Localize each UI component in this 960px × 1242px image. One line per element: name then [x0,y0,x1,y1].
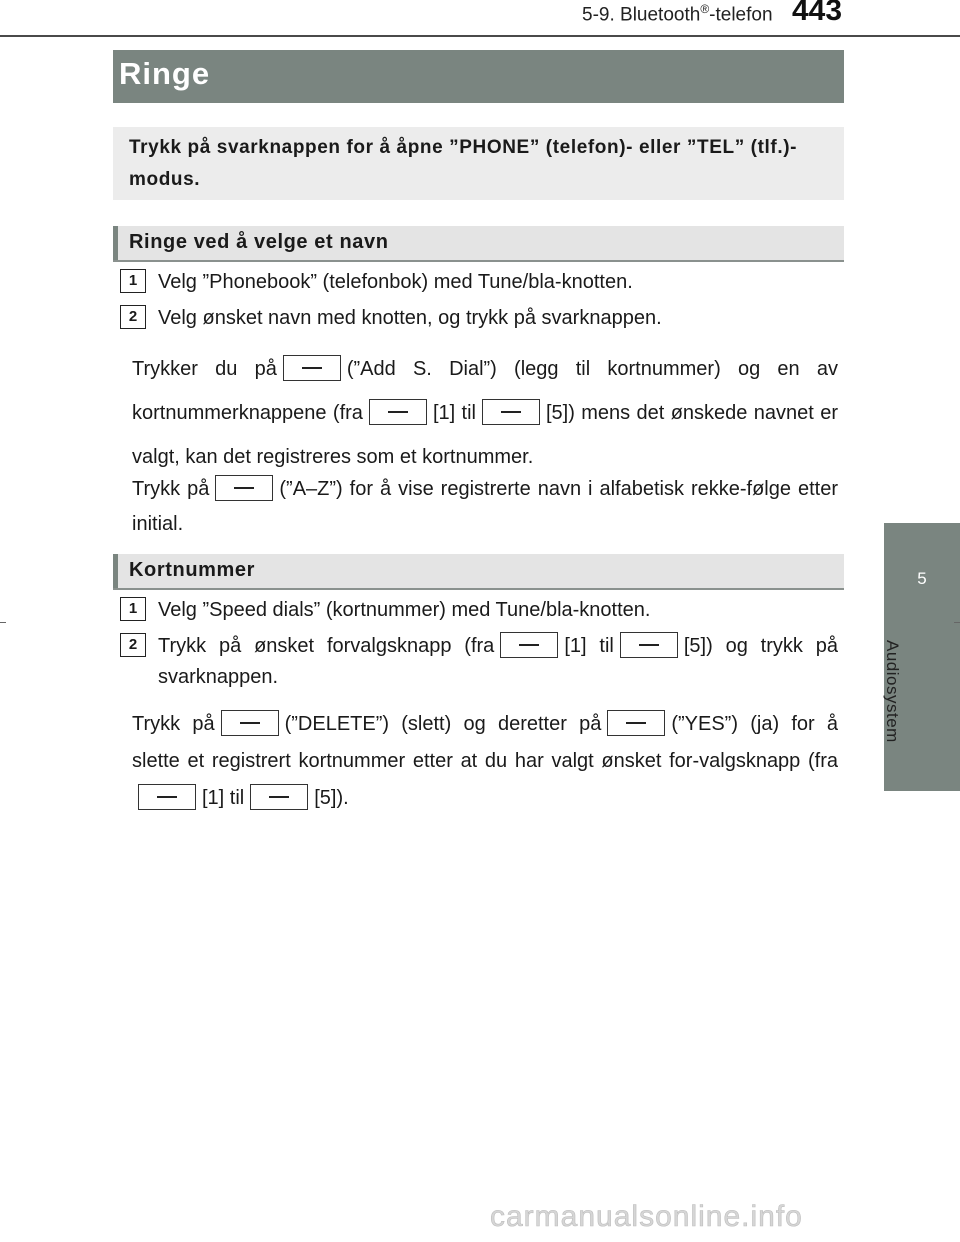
button-icon-preset-5 [620,632,678,658]
step-number-badge: 1 [120,269,146,293]
button-icon-preset-1 [500,632,558,658]
button-icon-preset-5 [250,784,308,810]
text-run: (”YES”) (ja) for å slette et registrert kortnummer etter at du har valgt ønsket for-valgsknapp (fra [132,713,839,772]
intro-text: Trykk på svarknappen for å åpne ”PHONE” (telefon)- eller ”TEL” (tlf.)-modus. [129,137,798,190]
button-icon-a-z [215,475,273,501]
step-number-badge: 2 [120,305,146,329]
crop-mark-left [0,622,6,623]
button-icon-preset-1 [138,784,196,810]
page-title: Ringe [119,56,211,91]
text-run: [5]) og trykk på svarknappen. [158,635,838,688]
text-run: [1] til [564,635,614,657]
subheading-text: Ringe ved å velge et navn [129,231,389,253]
step-text: Velg ønsket navn med knotten, og trykk på svarknappen. [158,307,662,329]
svg-text:carmanualsonline.info: carmanualsonline.info [490,1200,803,1233]
button-icon-delete [221,710,279,736]
text-run: Trykk på ønsket forvalgsknapp (fra [158,635,495,657]
button-icon-preset-1 [369,399,427,425]
header-rule [0,35,960,37]
subheading-speed-dial [113,554,844,590]
section-header [582,2,773,26]
step-text: Velg ”Phonebook” (telefonbok) med Tune/bla-knotten. [158,271,633,293]
intro-box [113,127,844,200]
registered-mark: ® [700,2,710,16]
text-run: [1] til [432,402,476,424]
button-icon-add-speed-dial [283,355,341,381]
subheading-call-by-name [113,226,844,262]
step-number-badge: 2 [120,633,146,657]
text-run: (”Add S. Dial”) (legg til kortnummer) og en av kortnummerknappene (fra [132,358,838,424]
chapter-label: Audiosystem [883,640,902,743]
text-run: [5]) mens det ønskede navnet er valgt, kan det registreres som et kortnummer. [132,402,839,468]
step-text: Velg ”Speed dials” (kortnummer) med Tune/bla-knotten. [158,599,651,621]
button-icon-preset-5 [482,399,540,425]
paragraph-add-speed-dial [132,347,838,479]
watermark-logo [490,1196,950,1236]
chapter-number: 5 [917,569,927,588]
text-run: (”DELETE”) (slett) og deretter på [284,713,602,735]
subheading-text: Kortnummer [129,559,256,581]
text-run: [1] til [202,787,245,809]
text-run: Trykk på [132,478,210,500]
text-run: Trykk på [132,713,215,735]
page-number: 443 [792,0,843,27]
text-run: [5]). [314,787,349,809]
crop-mark-right [954,622,960,623]
step-number-badge: 1 [120,597,146,621]
button-icon-yes [607,710,665,736]
text-run: (”A–Z”) for å vise registrerte navn i alfabetisk rekke-følge etter initial. [132,478,838,535]
paragraph-a-z [132,472,838,542]
step-text [158,631,838,693]
paragraph-delete [132,706,838,817]
section-header-suffix: -telefon [709,4,773,26]
section-header-prefix: 5-9. Bluetooth [582,4,701,26]
text-run: Trykker du på [132,358,277,380]
page-title-bar [113,50,844,103]
